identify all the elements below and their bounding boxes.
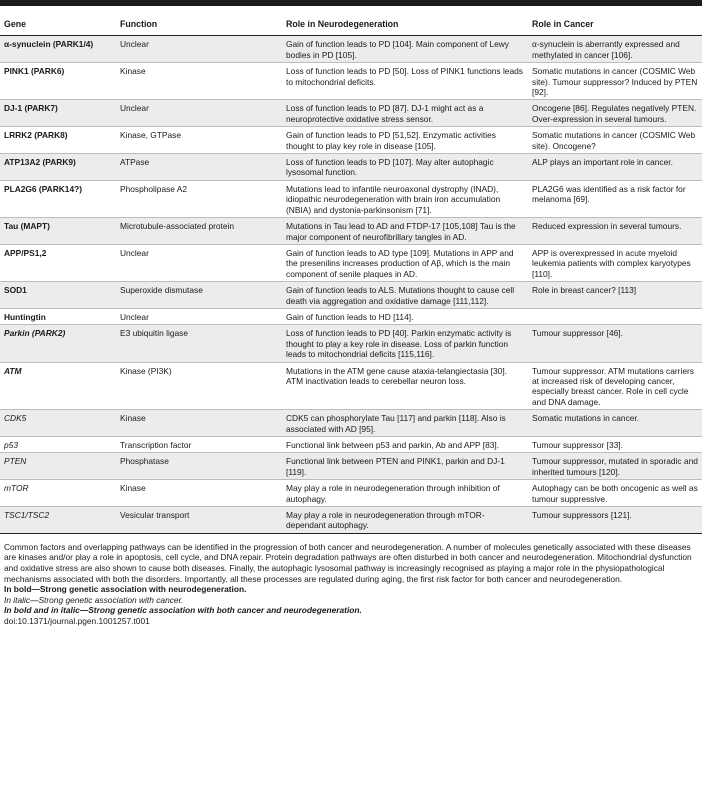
header-gene: Gene [0, 6, 116, 36]
gene-cell: DJ-1 (PARK7) [0, 100, 116, 127]
header-neuro: Role in Neurodegeneration [282, 6, 528, 36]
function-cell: Kinase (PI3K) [116, 362, 282, 410]
cancer-cell: Role in breast cancer? [113] [528, 282, 702, 309]
gene-cell: CDK5 [0, 410, 116, 437]
table-row [0, 410, 702, 437]
function-cell: Phosphatase [116, 453, 282, 480]
footnotes [0, 534, 702, 627]
cancer-cell: PLA2G6 was identified as a risk factor for melanoma [69]. [528, 180, 702, 217]
header-cancer: Role in Cancer [528, 6, 702, 36]
bold-legend: In bold—Strong genetic association with neurodegeneration. [4, 584, 247, 595]
cancer-cell: Tumour suppressor. ATM mutations carriers at increased risk of developing cancer, especially breast cancer. Role in cell cycle and DNA damage. [528, 362, 702, 410]
cancer-cell: Tumour suppressor [33]. [528, 437, 702, 453]
cancer-cell: Somatic mutations in cancer (COSMIC Web site). Oncogene? [528, 127, 702, 154]
cancer-cell: Tumour suppressor, mutated in sporadic and inherited tumours [120]. [528, 453, 702, 480]
cancer-cell: Somatic mutations in cancer. [528, 410, 702, 437]
table-row [0, 507, 702, 534]
gene-cell: ATP13A2 (PARK9) [0, 154, 116, 181]
gene-cell: ATM [0, 362, 116, 410]
function-cell: Unclear [116, 244, 282, 281]
italic-legend: In italic—Strong genetic association with cancer. [4, 594, 184, 605]
doi: doi:10.1371/journal.pgen.1001257.t001 [4, 616, 150, 626]
cancer-cell: Reduced expression in several tumours. [528, 218, 702, 245]
gene-cell: Tau (MAPT) [0, 218, 116, 245]
gene-cell: mTOR [0, 480, 116, 507]
gene-cell: p53 [0, 437, 116, 453]
cancer-cell: Somatic mutations in cancer (COSMIC Web site). Tumour suppressor? Induced by PTEN [92]. [528, 63, 702, 100]
gene-cell: Huntingtin [0, 308, 116, 324]
function-cell: Microtubule-associated protein [116, 218, 282, 245]
neuro-cell: Gain of function leads to PD [51,52]. Enzymatic activities thought to play key role in disease [105]. [282, 127, 528, 154]
function-cell: Kinase [116, 480, 282, 507]
neuro-cell: Loss of function leads to PD [40]. Parkin enzymatic activity is thought to play a key role in disease. Loss of parkin function leads to mitochondrial deficits [115,116]. [282, 325, 528, 362]
neuro-cell: Functional link between PTEN and PINK1, parkin and DJ-1 [119]. [282, 453, 528, 480]
neuro-cell: Mutations in Tau lead to AD and FTDP-17 [105,108] Tau is the major component of neurofibrillary tangles in AD. [282, 218, 528, 245]
gene-cell: Parkin (PARK2) [0, 325, 116, 362]
gene-table [0, 6, 702, 534]
header-function: Function [116, 6, 282, 36]
table-row [0, 453, 702, 480]
cancer-cell [528, 308, 702, 324]
table-row [0, 63, 702, 100]
gene-cell: LRRK2 (PARK8) [0, 127, 116, 154]
neuro-cell: Loss of function leads to PD [107]. May alter autophagic lysosomal function. [282, 154, 528, 181]
table-row [0, 36, 702, 63]
gene-cell: TSC1/TSC2 [0, 507, 116, 534]
header-row [0, 6, 702, 36]
cancer-cell: α-synuclein is aberrantly expressed and methylated in cancer [106]. [528, 36, 702, 63]
cancer-cell: Oncogene [86]. Regulates negatively PTEN. Over-expression in several tumours. [528, 100, 702, 127]
cancer-cell: APP is overexpressed in acute myeloid leukemia patients with complex karyotypes [110]. [528, 244, 702, 281]
function-cell: Vesicular transport [116, 507, 282, 534]
function-cell: E3 ubiquitin ligase [116, 325, 282, 362]
table-row [0, 180, 702, 217]
cancer-cell: Tumour suppressor [46]. [528, 325, 702, 362]
table-caption: Common factors and overlapping pathways can be identified in the progression of both cancer and neurodegeneration. A number of molecules genetically associated with these diseases are kinases and/or play a role in apoptosis, cell cycle, and DNA repair. Protein degradation pathways are often disturbed in both cancer and neurodegeneration. Mitochondrial dysfunction and oxidative stress are also shown to cause both diseases. Finally, the autophagic lysosomal pathway is increasingly recognised as playing a major role in the physiopathological mechanisms associated with both the disorders. Importantly, all these processes are regulated during aging, the first risk factor for both cancer and neurodegeneration. [4, 541, 692, 584]
table-row [0, 308, 702, 324]
cancer-cell: Tumour suppressors [121]. [528, 507, 702, 534]
gene-cell: PLA2G6 (PARK14?) [0, 180, 116, 217]
function-cell: Unclear [116, 308, 282, 324]
function-cell: Transcription factor [116, 437, 282, 453]
neuro-cell: Mutations lead to infantile neuroaxonal dystrophy (INAD), idiopathic neurodegeneration with brain iron accumulation (NBIA) and dystonia-parkinsonism [71]. [282, 180, 528, 217]
neuro-cell: Loss of function leads to PD [87]. DJ-1 might act as a neuroprotective oxidative stress sensor. [282, 100, 528, 127]
function-cell: Unclear [116, 36, 282, 63]
bolditalic-legend: In bold and in italic—Strong genetic association with both cancer and neurodegeneration. [4, 605, 362, 616]
table-row [0, 100, 702, 127]
table-row [0, 154, 702, 181]
neuro-cell: Gain of function leads to HD [114]. [282, 308, 528, 324]
table-row [0, 325, 702, 362]
gene-cell: PINK1 (PARK6) [0, 63, 116, 100]
function-cell: Kinase [116, 410, 282, 437]
neuro-cell: May play a role in neurodegeneration through mTOR-dependant autophagy. [282, 507, 528, 534]
table-row [0, 437, 702, 453]
table-row [0, 244, 702, 281]
table-row [0, 218, 702, 245]
cancer-cell: Autophagy can be both oncogenic as well as tumour suppressive. [528, 480, 702, 507]
neuro-cell: Gain of function leads to AD type [109]. Mutations in APP and the presenilins increases production of Aβ, which is the main component of senile plaques in AD. [282, 244, 528, 281]
function-cell: Superoxide dismutase [116, 282, 282, 309]
neuro-cell: Gain of function leads to PD [104]. Main component of Lewy bodies in PD [105]. [282, 36, 528, 63]
neuro-cell: May play a role in neurodegeneration through inhibition of autophagy. [282, 480, 528, 507]
function-cell: Kinase [116, 63, 282, 100]
neuro-cell: Mutations in the ATM gene cause ataxia-telangiectasia [30]. ATM inactivation leads to cerebellar neuron loss. [282, 362, 528, 410]
neuro-cell: Loss of function leads to PD [50]. Loss of PINK1 functions leads to mitochondrial deficits. [282, 63, 528, 100]
table-row [0, 282, 702, 309]
gene-cell: PTEN [0, 453, 116, 480]
gene-cell: α-synuclein (PARK1/4) [0, 36, 116, 63]
table-header [0, 6, 702, 36]
table-row [0, 480, 702, 507]
cancer-cell: ALP plays an important role in cancer. [528, 154, 702, 181]
table-row [0, 127, 702, 154]
gene-cell: SOD1 [0, 282, 116, 309]
function-cell: Unclear [116, 100, 282, 127]
table-body [0, 36, 702, 533]
table-row [0, 362, 702, 410]
function-cell: Kinase, GTPase [116, 127, 282, 154]
neuro-cell: CDK5 can phosphorylate Tau [117] and parkin [118]. Also is associated with AD [95]. [282, 410, 528, 437]
neuro-cell: Gain of function leads to ALS. Mutations thought to cause cell death via aggregation and oxidative damage [111,112]. [282, 282, 528, 309]
function-cell: Phospholipase A2 [116, 180, 282, 217]
function-cell: ATPase [116, 154, 282, 181]
neuro-cell: Functional link between p53 and parkin, Ab and APP [83]. [282, 437, 528, 453]
gene-cell: APP/PS1,2 [0, 244, 116, 281]
